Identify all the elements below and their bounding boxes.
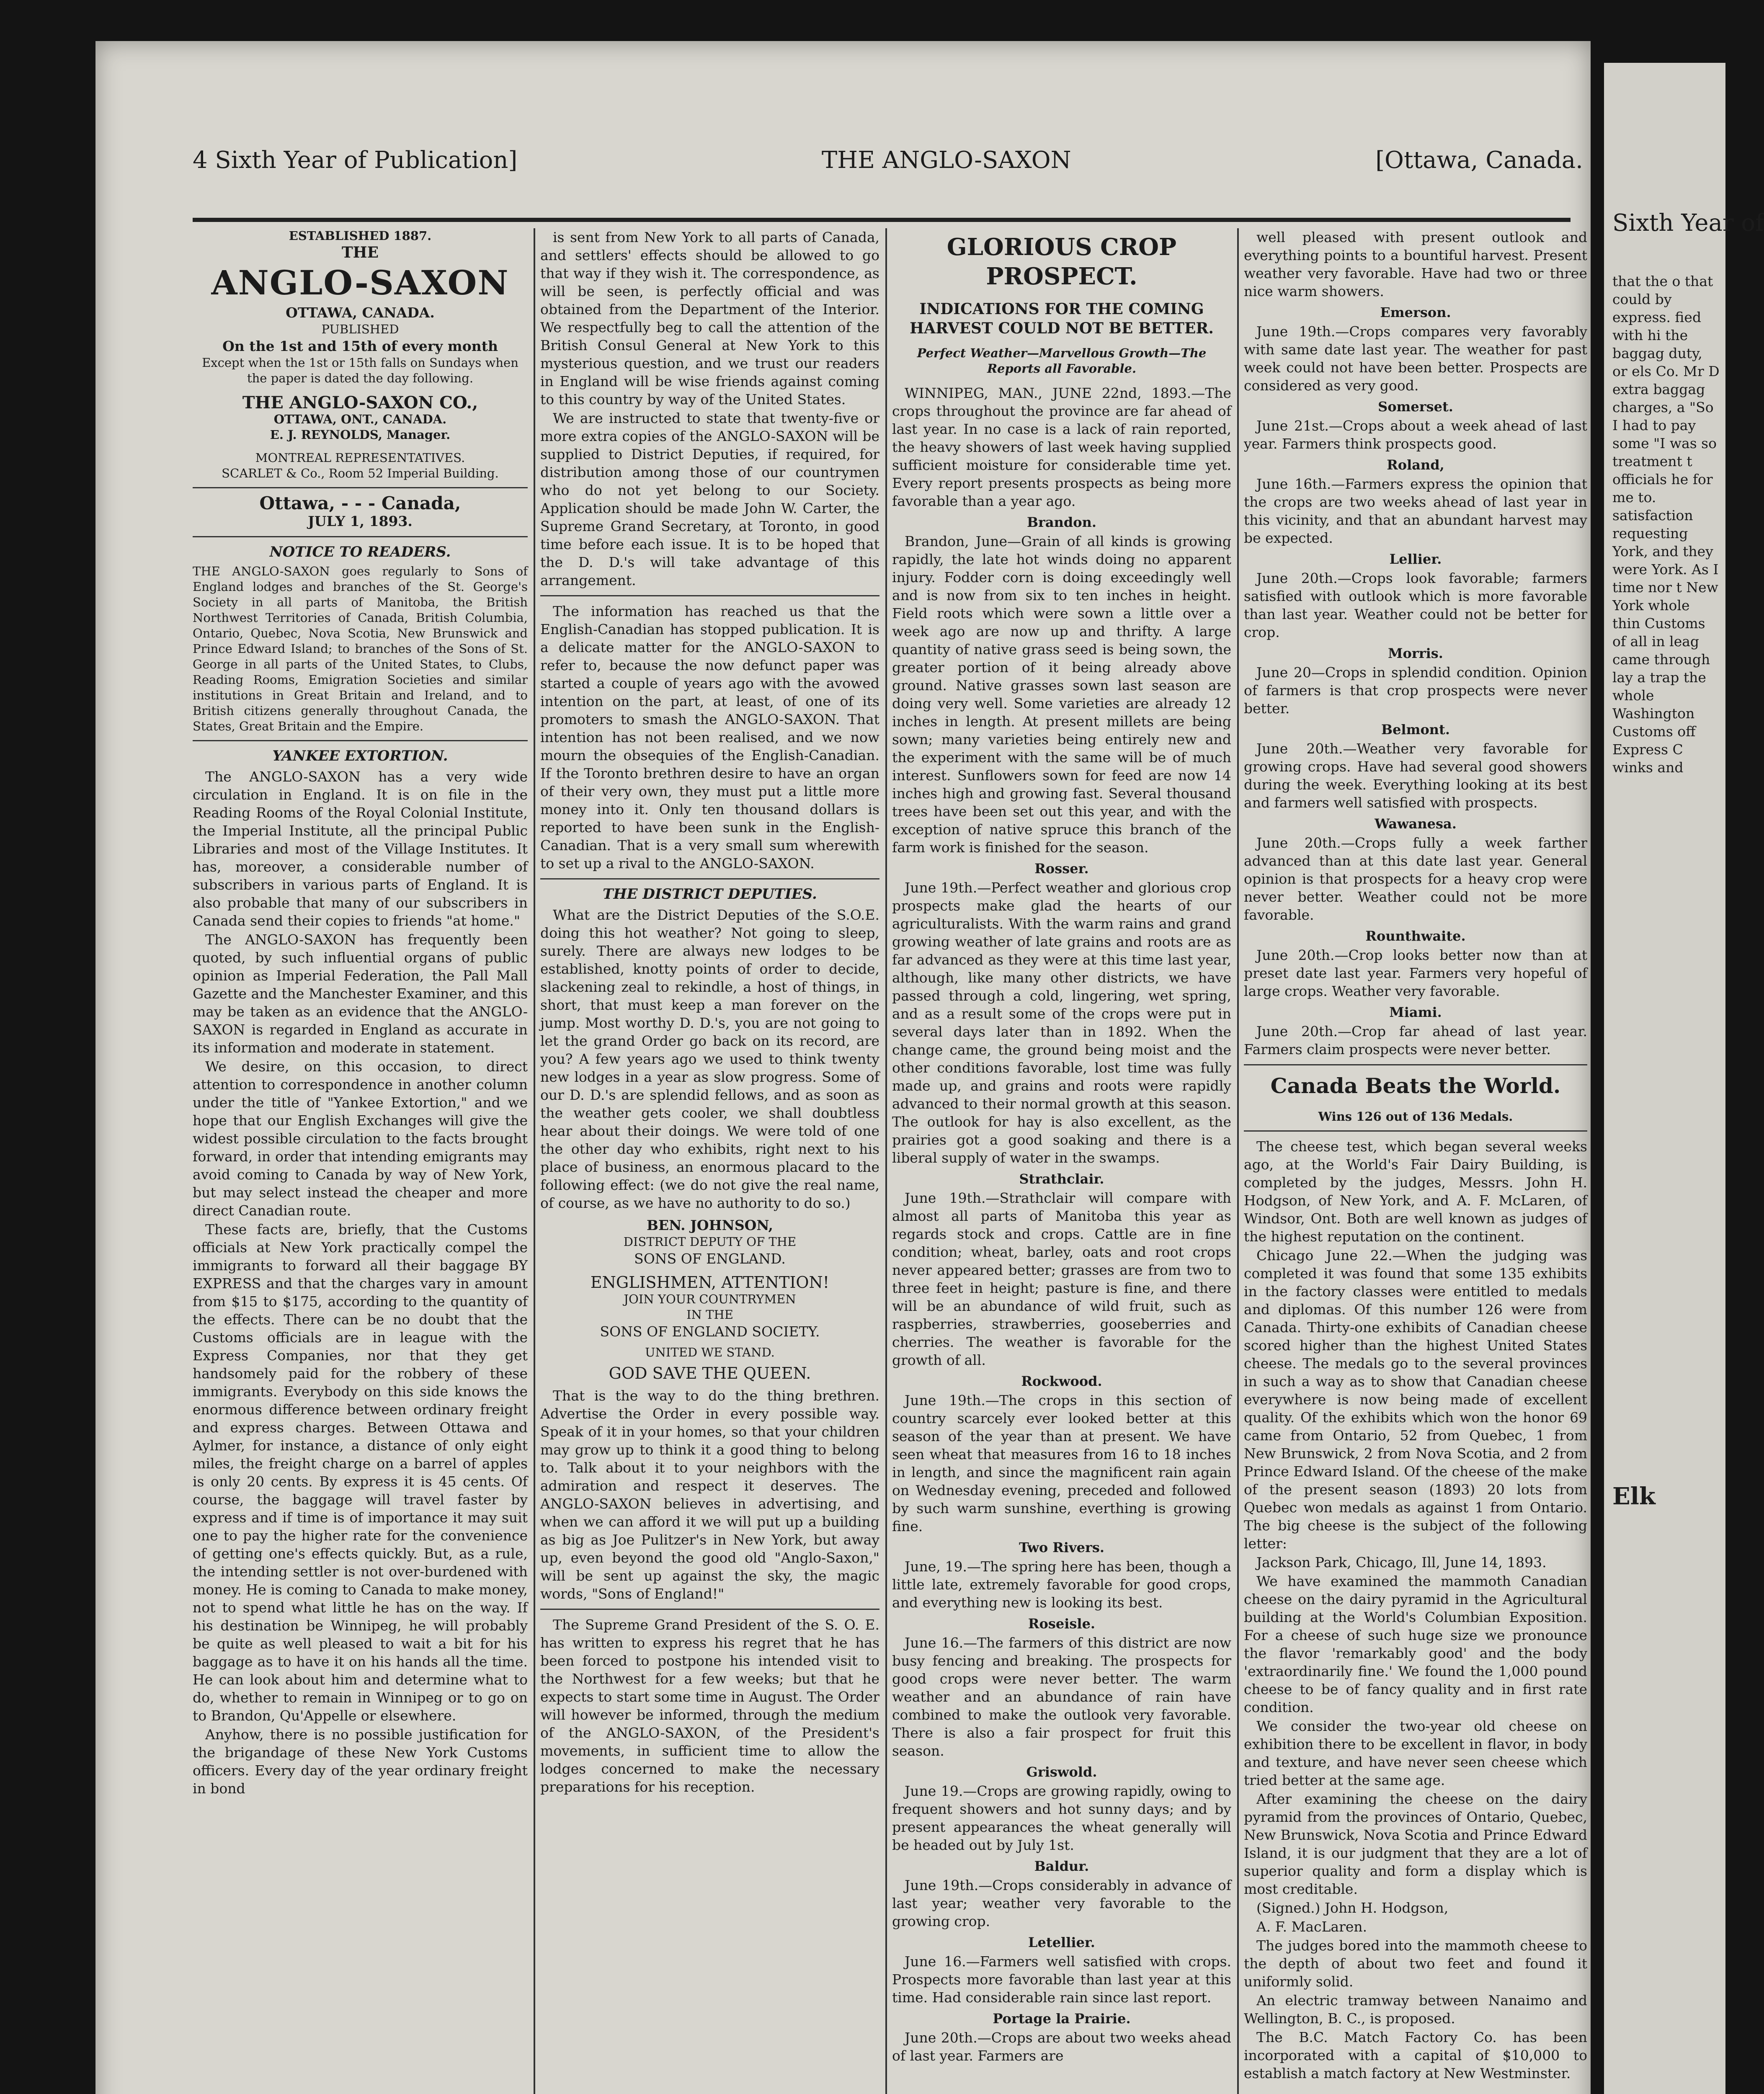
article-paragraph: The ANGLO-SAXON has frequently been quoted, by such influential organs of public opinion as Imperial Federation, the Pall Mall Gazette and the Manchester Examiner, and this may be taken as an evidence that the ANGLO-SAXON is regarded in England as accurate in its information and moderate in statement. [193,931,528,1056]
divider [1244,1064,1587,1065]
crop-subdeck: Perfect Weather—Marvellous Growth—The Reports all Favorable. [917,346,1207,376]
article-paragraph: (Signed.) John H. Hodgson, [1256,1900,1449,1916]
report-continued: well pleased with present outlook and everything points to a bountiful harvest. Present weather very favorable. Have had two or three nice warm showers. [1244,229,1587,299]
article-paragraph: These facts are, briefly, that the Customs officials at New York practically compel the immigrants to forward all their baggage BY EXPRESS and that the charges vary in amount from $15 to $175, according to the quantity of the effects. There can be no doubt that the Customs officials are in league with the Express Companies, nor that they get handsomely paid for the robbery of these immigrants. Everybody on this side knows the enormous difference between ordinary freight and express charges. Between Ottawa and Aylmer, for instance, a distance of only eight miles, the freight charge on a barrel of apples is only 20 cents. By express it is 45 cents. Of course, the baggage will travel faster by express and if time is of importance it may suit one to pay the higher rate for the convenience of getting one's effects quickly. But, as a rule, the intending settler is not over-burdened with money. He is coming to Canada to make money, not to spend what little he has on the way. If his destination be Winnipeg, he will probably be quite as well pleased to wait a bit for his baggage as to have it on his hands all the time. He can look about him and determine what to do, whether to remain in Winnipeg or to go on to Brandon, Qu'Appelle or elsewhere. [193,1221,528,1724]
report-text: June 20th.—Crop far ahead of last year. Farmers claim prospects were never better. [1244,1023,1587,1057]
report-text: June 19.—Crops are growing rapidly, owing to frequent showers and hot sunny days; and by present appearances the wheat generally will be headed out by July 1st. [892,1783,1231,1853]
report-place: Baldur. [1034,1858,1089,1874]
report-text: June, 19.—The spring here has been, though a little late, extremely favorable for good crops, and everything new is looking its best. [892,1558,1231,1611]
article-paragraph: The Supreme Grand President of the S. O. E. has written to express his regret that he has been forced to postpone his intended visit to the Northwest for a few weeks; but that he expects to start some time in August. The Order will however be informed, through the medium of the ANGLO-SAXON, of the President's movements, in sufficient time to allow the lodges concerned to make the necessary preparations for his reception. [540,1617,879,1795]
article-paragraph: We consider the two-year old cheese on exhibition there to be excellent in flavor, in body and texture, and have never seen cheese which tried better at the same age. [1244,1718,1587,1788]
masthead-published: PUBLISHED [321,322,399,336]
column-4 [1244,228,1587,2094]
report-text: June 19th.—The crops in this section of country scarcely ever looked better at this season of the year than at present. We have seen wheat that measures from 16 to 18 inches in length, and since the magnificent rain again on Wednesday evening, preceded and followed by such warm sunshine, everthing is growing fine. [892,1392,1231,1534]
report-text: June 20th.—Crop looks better now than at preset date last year. Farmers very hopeful of large crops. Weather very favorable. [1244,947,1587,999]
column-divider [885,228,887,2094]
report-text: June 20th.—Crops fully a week farther advanced than at this date last year. General opinion is that prospects for a heavy crop were never better. Weather could not be more favorable. [1244,835,1587,923]
report-place: Rounthwaite. [1365,928,1466,944]
crop-deck: INDICATIONS FOR THE COMING HARVEST COULD NOT BE BETTER. [910,300,1214,337]
masthead-established: ESTABLISHED 1887. [289,229,432,243]
article-paragraph: Jackson Park, Chicago, Ill, June 14, 1893. [1256,1554,1547,1570]
placard-line: GOD SAVE THE QUEEN. [609,1364,811,1382]
placard-line: SONS OF ENGLAND SOCIETY. [600,1323,820,1340]
crop-intro: WINNIPEG, MAN., JUNE 22nd, 1893.—The crops throughout the province are far ahead of last year. In no case is a lack of rain reported, the heavy showers of last week having supplied sufficient moisture for considerable time yet. Every report presents prospects as being more favorable than a year ago. [892,385,1231,509]
notice-body: THE ANGLO-SAXON goes regularly to Sons of England lodges and branches of the St. George's Society in all parts of Manitoba, the British Northwest Territories of Canada, British Columbia, Ontario, Quebec, Nova Scotia, New Brunswick and Prince Edward Island; to branches of the Sons of St. George in all parts of the United States, to Clubs, Reading Rooms, Emigration Societies and similar institutions in Great Britain and Ireland, and to British citizens generally throughout Canada, the States, Great Britain and the Empire. [193,564,528,733]
report-place: Two Rivers. [1019,1540,1105,1555]
report-place: Griswold. [1026,1764,1097,1780]
report-place: Emerson. [1380,304,1451,320]
article-paragraph: is sent from New York to all parts of Canada, and settlers' effects should be allowed to go that way if they wish it. The correspondence, as will be seen, is perfectly official and was obtained from the Department of the Interior. We respectfully beg to call the attention of the British Consul General at New York to this mysterious question, and we trust our readers in England will be wise friends against coming to this country by way of the United States. [540,229,879,407]
divider [193,740,528,741]
placard-line: BEN. JOHNSON, [647,1217,773,1233]
report-place: Miami. [1389,1004,1442,1020]
article-paragraph: The information has reached us that the English-Canadian has stopped publication. It is a delicate matter for the ANGLO-SAXON to refer to, because the now defunct paper was started a couple of years ago with the avowed intention on the part, at least, of one of its promoters to smash the ANGLO-SAXON. That intention has not been realised, and we now mourn the obsequies of the English-Canadian. If the Toronto brethren desire to have an organ of their very own, they must put a little more money into it. Only ten thousand dollars is reported to have been sunk in the English-Canadian. That is a very small sum wherewith to set up a rival to the ANGLO-SAXON. [540,603,879,872]
divider [540,1609,879,1610]
report-text: Brandon, June—Grain of all kinds is growing rapidly, the late hot winds doing no apparent injury. Fodder corn is doing exceedingly well and is now from six to ten inches in height. Field roots which were sown a little over a week ago are now up and thrifty. A large quantity of native grass seed is being sown, the greater portion of it being already above ground. Native grasses sown last season are doing very well. Some varieties are already 12 inches in length. At present millets are being sown; many varieties being entirely new and the experiment with the same will be of much interest. Sunflowers sown for feed are now 14 inches high and growing fast. Several thousand trees have been set out this year, and with the exception of native spruce this branch of the farm work is finished for the season. [892,533,1231,856]
column-2 [540,228,879,2094]
placard-line: ENGLISHMEN, ATTENTION! [590,1273,830,1292]
adjacent-page-header: Sixth Year of [1612,209,1764,237]
report-place: Lellier. [1389,551,1442,567]
masthead-schedule: On the 1st and 15th of every month [222,338,498,354]
masthead-the: THE [341,244,379,261]
article-paragraph: The judges bored into the mammoth cheese to the depth of about two feet and found it uniformly solid. [1244,1937,1587,1990]
adjacent-page-edge [1604,63,1764,2094]
article-title: YANKEE EXTORTION. [272,748,448,764]
masthead-address: OTTAWA, ONT., CANADA. [273,412,447,426]
column-divider [534,228,535,2094]
report-text: June 19th.—Crops compares very favorably with same date last year. The weather for past week could not have been better. Prospects are considered as very good. [1244,323,1587,394]
report-text: June 20—Crops in splendid condition. Opinion of farmers is that crop prospects were never better. [1244,664,1587,717]
article-paragraph: Anyhow, there is no possible justification for the brigandage of these New York Customs officers. Every day of the year ordinary freight in bond [193,1726,528,1797]
masthead-title: ANGLO-SAXON [211,263,509,302]
report-text: June 19th.—Crops considerably in advance of last year; weather very favorable to the growing crop. [892,1877,1231,1929]
article-paragraph: The ANGLO-SAXON has a very wide circulation in England. It is on file in the Reading Rooms of the Royal Colonial Institute, the Imperial Institute, all the principal Public Libraries and most of the Village Institutes. It has, moreover, a considerable number of subscribers in various parts of England. It is also probable that many of our subscribers in Canada send their copies to friends "at home." [193,768,528,929]
report-text: June 20th.—Crops are about two weeks ahead of last year. Farmers are [892,2030,1231,2064]
report-text: June 16th.—Farmers express the opinion that the crops are two weeks ahead of last year in this vicinity, and that an abundant harvest may be expected. [1244,476,1587,546]
canada-headline: Canada Beats the World. [1270,1073,1561,1098]
placard-line: JOIN YOUR COUNTRYMEN [624,1292,796,1306]
report-text: June 19th.—Perfect weather and glorious crop prospects make glad the hearts of our agriculturalists. With the warm rains and grand growing weather of late grains and roots are as far advanced as they were at this time last year, although, like many other districts, we have passed through a cold, lingering, wet spring, and as a result some of the crops were put in several days later than in 1892. When the change came, the ground being moist and the other conditions favorable, lost time was fully made up, and grains and roots were rapidly advanced to their normal growth at this season. The outlook for hay is also excellent, as the prairies got a good soaking and there is a liberal supply of water in the swamps. [892,879,1231,1166]
report-place: Morris. [1388,645,1443,661]
placard-line: DISTRICT DEPUTY OF THE [623,1235,797,1249]
header-center: THE ANGLO-SAXON [821,147,1071,174]
report-text: June 20th.—Crops look favorable; farmers satisfied with outlook which is more favorable than last year. Weather could not be better for crop. [1244,570,1587,640]
masthead-reps: SCARLET & Co., Room 52 Imperial Building. [222,466,499,480]
report-place: Roseisle. [1028,1616,1096,1632]
article-paragraph: After examining the cheese on the dairy pyramid from the provinces of Ontario, Quebec, New Brunswick, Nova Scotia and Prince Edward Island, it is our judgment that they are a lot of superior quality and form a display which is most creditable. [1244,1791,1587,1897]
dateline-date: JULY 1, 1893. [308,513,413,529]
column-1 [193,228,528,2094]
placard-line: SONS OF ENGLAND. [634,1251,786,1267]
page-header [193,147,1583,174]
header-right: [Ottawa, Canada. [1375,147,1583,174]
column-divider [1237,228,1239,2094]
report-place: Wawanesa. [1375,816,1457,832]
placard-line: IN THE [686,1307,733,1322]
article-paragraph: That is the way to do the thing brethren. Advertise the Order in every possible way. Speak of it in your homes, so that your children may grow up to think it a good thing to belong to. Talk about it to your neighbors with the admiration and respect it deserves. The ANGLO-SAXON believes in advertising, and when we can afford it we will put up a building as big as Joe Pulitzer's in New York, but away up, even beyond the good old "Anglo-Saxon," will be sent up against the sky, the magic words, "Sons of England!" [540,1387,879,1602]
header-rule [193,218,1571,222]
article-paragraph: We have examined the mammoth Canadian cheese on the dairy pyramid in the Agricultural building at the World's Columbian Exposition. For a cheese of such huge size we pronounce the flavor 'remarkably good' and the body 'extraordinarily fine.' We found the 1,000 pound cheese to be of fancy quality and in first rate condition. [1244,1573,1587,1715]
report-place: Roland, [1387,457,1444,473]
masthead-manager: E. J. REYNOLDS, Manager. [270,428,451,442]
masthead-reps-title: MONTREAL REPRESENTATIVES. [255,451,465,465]
article-paragraph: We are instructed to state that twenty-five or more extra copies of the ANGLO-SAXON will be supplied to District Deputies, if required, for distribution among those of our countrymen who do not yet belong to our Society. Application should be made John W. Carter, the Supreme Grand Secretary, at Toronto, in good time before each issue. It is to be hoped that the D. D.'s will take advantage of this arrangement. [540,410,879,588]
divider [193,536,528,537]
divider [540,595,879,596]
notice-title: NOTICE TO READERS. [269,544,451,560]
canada-sub: Wins 126 out of 136 Medals. [1318,1109,1513,1124]
report-text: June 16.—The farmers of this district are now busy fencing and breaking. The prospects for good crops were never better. The warm weather and an abundance of rain have combined to make the outlook very favorable. There is also a fair prospect for fruit this season. [892,1635,1231,1759]
report-text: June 20th.—Weather very favorable for growing crops. Have had several good showers during the week. Everything looking at its best and farmers well satisfied with prospects. [1244,740,1587,811]
column-3 [892,228,1231,2094]
report-place: Belmont. [1381,722,1450,738]
article-paragraph: The cheese test, which began several weeks ago, at the World's Fair Dairy Building, is completed by the judges, Messrs. John H. Hodgson, of New York, and A. F. McLaren, of Windsor, Ont. Both are well known as judges of the highest reputation on the continent. [1244,1138,1587,1245]
report-place: Portage la Prairie. [993,2011,1131,2027]
dateline-place: Ottawa, - - - Canada, [259,493,461,513]
masthead-except: Except when the 1st or 15th falls on Sundays when the paper is dated the day following. [202,356,518,385]
header-left: 4 Sixth Year of Publication] [193,147,518,174]
article-paragraph: A. F. MacLaren. [1256,1919,1367,1935]
article-paragraph: Chicago June 22.—When the judging was completed it was found that some 135 exhibits in the factory classes were entitled to medals and diplomas. Of this number 126 were from Canada. Thirty-one exhibits of Canadian cheese scored higher than the highest United States cheese. The medals go to the several provinces in such a way as to show that Canadian cheese everywhere is now being made of excellent quality. Of the exhibits which won the honor 69 came from Ontario, 52 from Quebec, 1 from New Brunswick, 2 from Nova Scotia, and 2 from Prince Edward Island. Of the cheese of the make of the present season (1893) 20 lots from Quebec won medals as against 1 from Ontario. The big cheese is the subject of the following letter: [1244,1247,1588,1552]
article-paragraph: An electric tramway between Nanaimo and Wellington, B. C., is proposed. [1244,1992,1587,2027]
report-text: June 19th.—Strathclair will compare with almost all parts of Manitoba this year as regards stock and crops. Cattle are in fine condition; wheat, barley, oats and root crops never appeared better; grasses are from two to three feet in height; pasture is fine, and there will be an abundance of wild fruit, such as raspberries, strawberries, gooseberries and cherries. The weather is favorable for the growth of all. [892,1190,1231,1368]
crop-headline: GLORIOUS CROP PROSPECT. [946,233,1177,290]
adjacent-page-text: that the o that could by express. fied with hi the baggag duty, or els Co. Mr D extra baggag charges, a "So I had to pay some "I was so treatment t officials he for me to. satisfaction requesting York, and they were York. As I time nor t New York whole thin Customs of all in leag came through lay a trap the whole Washington Customs off Express C winks and [1612,273,1720,776]
deputies-title: THE DISTRICT DEPUTIES. [603,886,817,903]
masthead-place: OTTAWA, CANADA. [286,304,435,321]
report-place: Rosser. [1034,861,1089,877]
report-text: June 16.—Farmers well satisfied with crops. Prospects more favorable than last year at this time. Had considerable rain since last report. [892,1953,1231,2006]
adjacent-page-section: Elk [1612,1483,1656,1510]
report-place: Rockwood. [1021,1373,1102,1389]
article-paragraph: The B.C. Match Factory Co. has been incorporated with a capital of $10,000 to establish a match factory at New Westminster. [1244,2029,1587,2081]
report-place: Somerset. [1378,399,1453,415]
report-place: Brandon. [1026,514,1097,530]
report-text: June 21st.—Crops about a week ahead of last year. Farmers think prospects good. [1244,418,1587,452]
masthead-company: THE ANGLO-SAXON CO., [242,393,478,413]
article-paragraph: What are the District Deputies of the S.O.E. doing this hot weather? Not going to sleep, surely. There are always new lodges to be established, knotty points of order to decide, slackening zeal to rekindle, a host of things, in short, that must keep a man forever on the jump. Most worthy D. D.'s, you are not going to let the grand Order go back on its record, are you? A few years ago we used to think twenty new lodges in a year as slow progress. Some of our D. D.'s are splendid fellows, and as soon as the weather gets cooler, we shall doubtless hear about their doings. We were told of one the other day who exhibits, right next to his place of business, an enormous placard to the following effect: (we do not give the real name, of course, as we have no authority to do so.) [540,907,879,1211]
divider [1244,1130,1587,1132]
report-place: Letellier. [1028,1934,1095,1950]
divider [193,487,528,488]
article-paragraph: We desire, on this occasion, to direct attention to correspondence in another column under the title of "Yankee Extortion," and we hope that our English Exchanges will give the widest possible circulation to the facts brought forward, in order that intending emigrants may avoid coming to Canada by way of New York, but may select instead the cheaper and more direct Canadian route. [193,1058,528,1219]
report-place: Strathclair. [1019,1171,1104,1187]
placard-line: UNITED WE STAND. [645,1345,775,1359]
divider [540,878,879,879]
